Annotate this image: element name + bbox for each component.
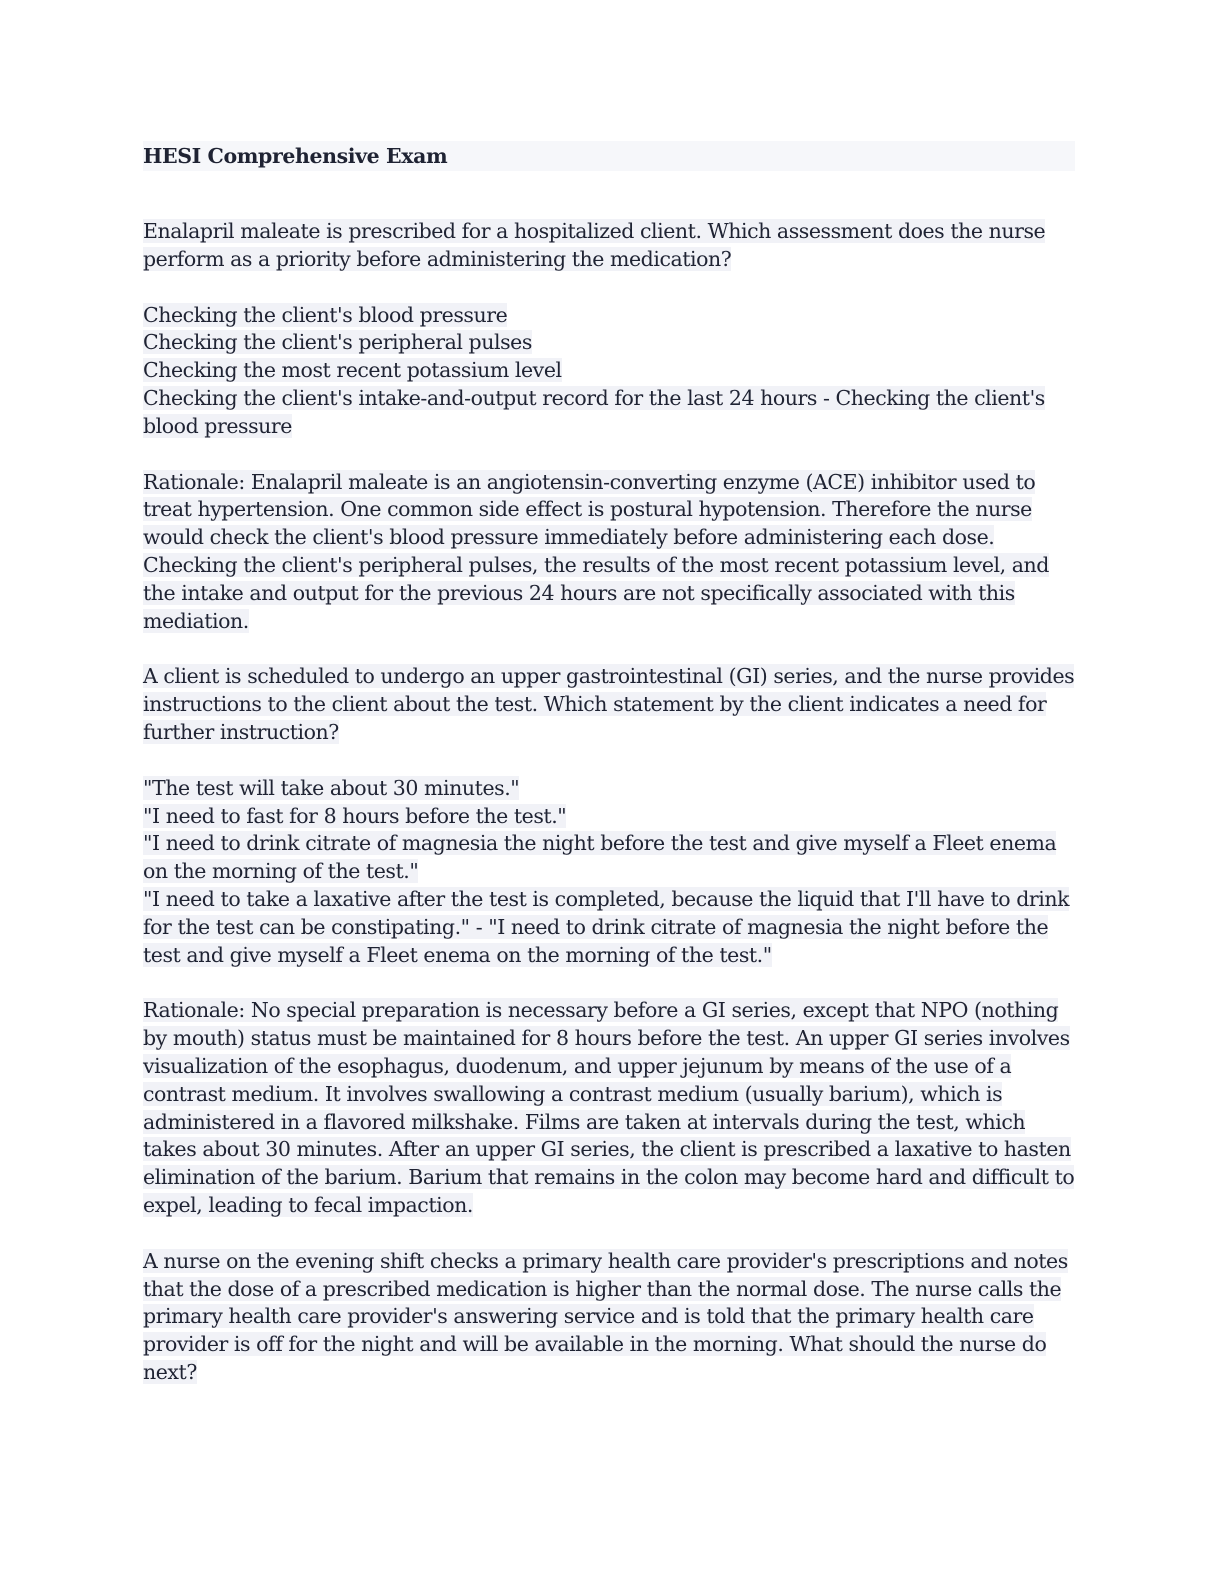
question-2-option: "I need to drink citrate of magnesia the night before the test and give myself a Fleet enema on the morning of the test." [143, 831, 1057, 884]
question-1-option-answer: Checking the client's intake-and-output record for the last 24 hours - Checking the client's blood pressure [143, 385, 1045, 438]
question-1-rationale: Rationale: Enalapril maleate is an angiotensin-converting enzyme (ACE) inhibitor used to treat hypertension. One common side effect is postural hypotension. Therefore the nurse would check the client's blood pressure immediately before administering each dose. Checking the client's peripheral pulses, the results of the most recent potassium level, and the intake and output for the previous 24 hours are not specifically associated with this mediation. [143, 469, 1049, 633]
question-2-option-answer: "I need to take a laxative after the test is completed, because the liquid that I'll have to drink for the test can be constipating." - "I need to drink citrate of magnesia the night before the test and give myself a Fleet enema on the morning of the test." [143, 886, 1070, 967]
question-2-option: "The test will take about 30 minutes." [143, 775, 520, 800]
document-title [143, 141, 1075, 171]
document-content [143, 141, 1075, 1387]
question-1-stem: Enalapril maleate is prescribed for a hospitalized client. Which assessment does the nurse perform as a priority before administering the medication? [143, 219, 1046, 271]
question-2-option: "I need to fast for 8 hours before the test." [143, 803, 567, 828]
question-3-stem: A nurse on the evening shift checks a primary health care provider's prescriptions and notes that the dose of a prescribed medication is higher than the normal dose. The nurse calls the primary health care provider's answering service and is told that the primary health care provider is off for the night and will be available in the morning. What should the nurse do next? [143, 1248, 1068, 1384]
question-2-stem: A client is scheduled to undergo an upper gastrointestinal (GI) series, and the nurse provides instructions to the client about the test. Which statement by the client indicates a need for further instruction? [143, 664, 1075, 744]
question-1-option: Checking the most recent potassium level [143, 358, 562, 383]
question-2-rationale: Rationale: No special preparation is necessary before a GI series, except that NPO (nothing by mouth) status must be maintained for 8 hours before the test. An upper GI series involves visualization of the esophagus, duodenum, and upper jejunum by means of the use of a contrast medium. It involves swallowing a contrast medium (usually barium), which is administered in a flavored milkshake. Films are taken at intervals during the test, which takes about 30 minutes. After an upper GI series, the client is prescribed a laxative to hasten elimination of the barium. Barium that remains in the colon may become hard and difficult to expel, leading to fecal impaction. [143, 998, 1075, 1217]
question-1-option: Checking the client's blood pressure [143, 302, 508, 327]
question-1-option: Checking the client's peripheral pulses [143, 330, 532, 355]
document-title-text: HESI Comprehensive Exam [143, 144, 448, 168]
